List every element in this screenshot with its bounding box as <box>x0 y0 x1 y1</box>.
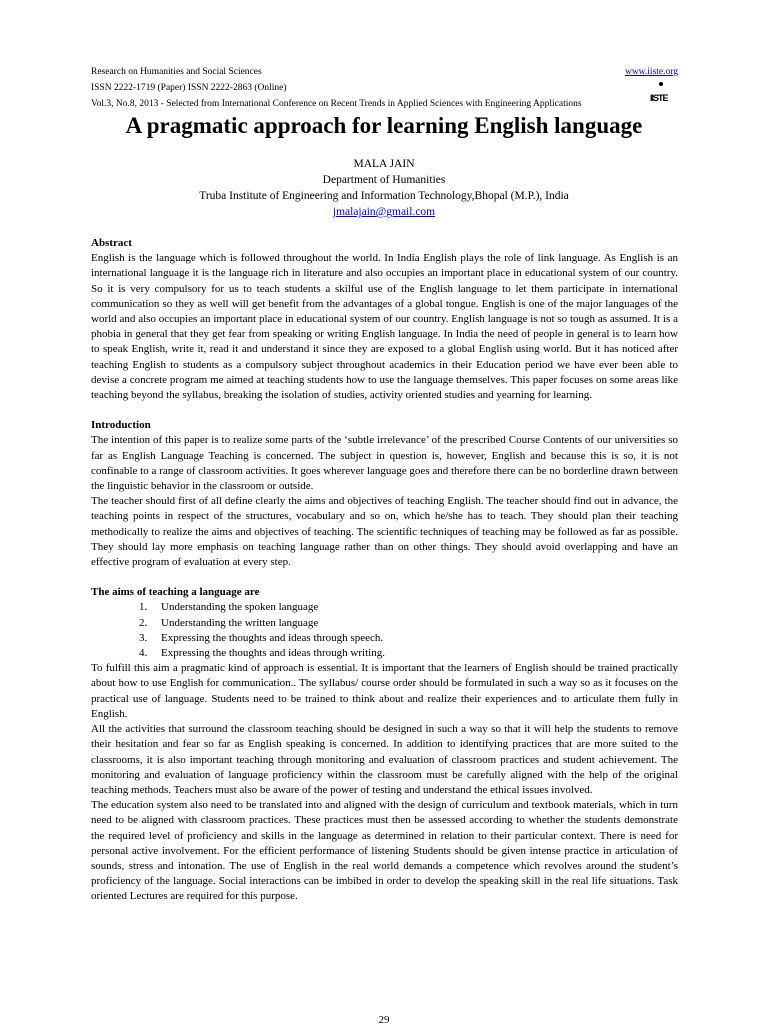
list-item-number: 2. <box>139 616 148 629</box>
list-item-text: Understanding the spoken language <box>161 601 319 614</box>
list-item-number: 3. <box>139 631 148 644</box>
list-item-text: Expressing the thoughts and ideas through speech. <box>161 631 384 644</box>
iiste-logo-text: IISTE <box>650 93 668 103</box>
introduction-heading: Introduction <box>91 419 151 432</box>
body-paragraph: To fulfill this aim a pragmatic kind of approach is essential. It is important that the learners of English should be trained practically about how to use English for communication.. The syllabus/ course order should be formulated in such a way so as it focuses on the practical use of language. Students need to be trained to think about and realize their experiences and to articulate them fully in English. <box>91 662 678 720</box>
aims-list <box>91 600 678 661</box>
list-item-text: Understanding the written language <box>161 616 319 629</box>
abstract-heading: Abstract <box>91 237 132 249</box>
abstract-text: English is the language which is followed throughout the world. In India English plays the role of link language. As English is an international language it is the language rich in literature and also occupies an important place in educational system of our country. So it is very compulsory for us to teach students a skilful use of the English language to let them participate in international communication so they as well will get benefit from the advantages of a global tongue. English is one of the major languages of the world and also occupies an important place in educational system of our country. English language is not so tough as assumed. It is a phobia in general that they get fear from speaking or writing English language. In India the need of people in general is to learn how to speak English, write it, read it and understand it since they are exposed to a global English using world. But it has noticed after teaching English to students as a compulsory subject throughout academics in their Education period we have ever been able to devise a concrete program me aimed at teaching students how to use the language themselves. This paper focuses on some areas like teaching beyond the syllabus, breaking the isolation of studies, activity oriented studies and yearning for learning. <box>91 252 678 402</box>
author-block <box>0 156 768 220</box>
page-number: 29 <box>378 1014 390 1026</box>
iiste-logo <box>650 82 676 108</box>
author-institute: Truba Institute of Engineering and Information Technology,Bhopal (M.P.), India <box>199 190 569 202</box>
paper-body <box>91 236 678 905</box>
aims-heading: The aims of teaching a language are <box>91 586 260 599</box>
list-item-number: 1. <box>139 601 148 614</box>
volume-line: Vol.3, No.8, 2013 - Selected from International Conference on Recent Trends in Applied Sciences with Engineering Applications <box>91 99 582 109</box>
journal-name: Research on Humanities and Social Sciences <box>91 67 262 77</box>
list-item <box>91 631 678 646</box>
introduction-paragraph: The teacher should first of all define clearly the aims and objectives of teaching English. The teacher should find out in advance, the teaching points in respect of the structures, vocabulary and so on, which he/she has to teach. They should plan their teaching methodically to realize the aims and objectives of teaching. The scientific techniques of teaching may be followed as far as possible. They should lay more emphasis on teaching language rather than on other things. They should avoid overlapping and have an effective program of evaluation at every step. <box>91 495 678 569</box>
list-item-number: 4. <box>139 647 148 660</box>
logo-dot-icon <box>659 82 663 86</box>
issn-line: ISSN 2222-1719 (Paper) ISSN 2222-2863 (Online) <box>91 83 287 93</box>
author-name: MALA JAIN <box>353 158 415 170</box>
introduction-paragraph: The intention of this paper is to realize some parts of the ‘subtle irrelevance’ of the prescribed Course Contents of our universities so far as English Language Teaching is concerned. The subject in question is, however, English and because this is so, it is not confinable to a range of classroom activities. It goes wherever language goes and therefore there can be no borderline drawn between the linguistic behavior in the classroom or outside. <box>91 434 678 493</box>
paper-title: A pragmatic approach for learning English language <box>125 113 643 138</box>
list-item-text: Expressing the thoughts and ideas through writing. <box>161 647 385 660</box>
list-item <box>91 616 678 631</box>
author-email-link[interactable]: jmalajain@gmail.com <box>332 206 436 218</box>
journal-url-link[interactable]: www.iiste.org <box>624 67 678 77</box>
body-paragraph: All the activities that surround the classroom teaching should be designed in such a way so that it will help the students to remove their hesitation and fear so far as English speaking is concerned. In addition to identifying practices that are more suited to the classrooms, it is also important teaching through monitoring and evaluation of classroom practices and student achievement. The monitoring and evaluation of language proficiency within the classroom must be carefully aligned with the help of the original teaching methods. Teachers must also be aware of the power of testing and understand the ethical issues involved. <box>91 723 678 796</box>
running-header <box>91 64 678 108</box>
author-department: Department of Humanities <box>322 174 446 186</box>
list-item <box>91 600 678 615</box>
list-item <box>91 646 678 661</box>
body-paragraph: The education system also need to be translated into and aligned with the design of curriculum and textbook materials, which in turn need to be aligned with classroom practices. These practices must then be assessed according to whether the students demonstrate the required level of proficiency and skills in the language as determined in relation to their particular context. There is need for personal active involvement. For the efficient performance of listening Students should be given intense practice in articulation of sounds, stress and intonation. The use of English in the real world demands a competence which revolves around the student’s proficiency of the language. Social interactions can be imbibed in order to develop the speaking skill in the real life situations. Task oriented Lectures are required for this purpose. <box>91 799 678 903</box>
